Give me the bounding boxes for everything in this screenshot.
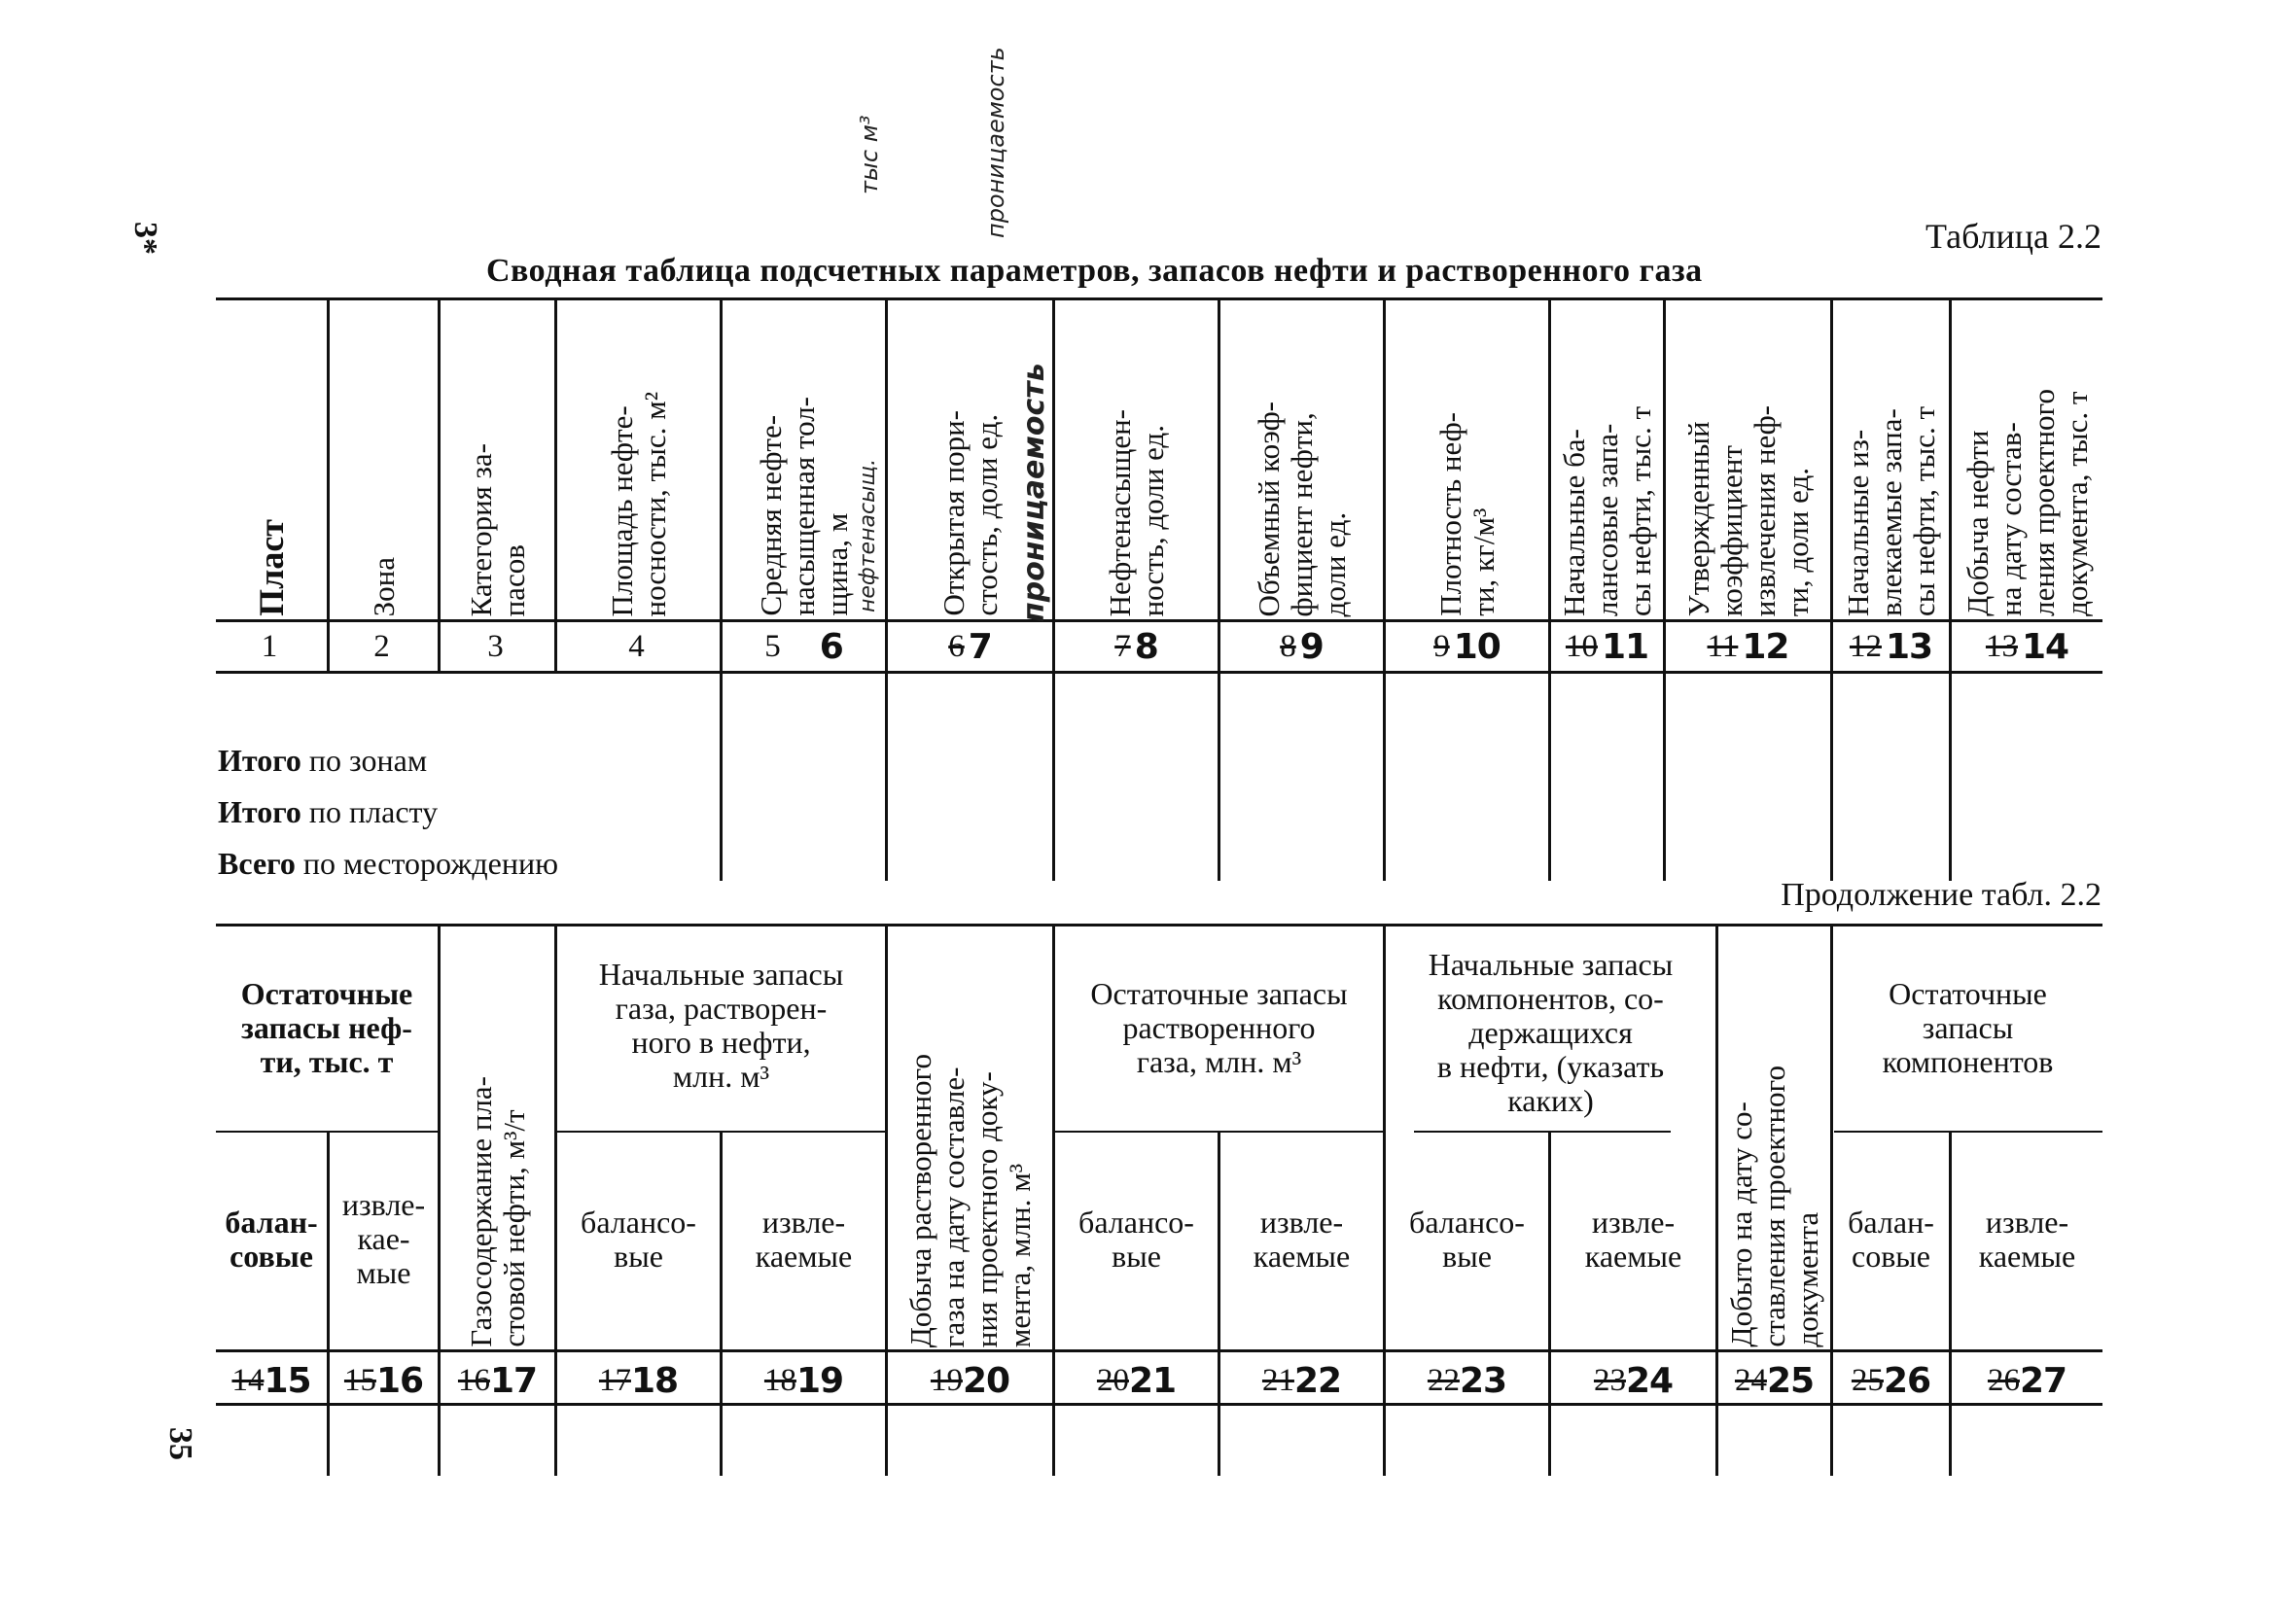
col-number: 10 11 xyxy=(1565,626,1649,667)
total-by-field: Всего по месторождению xyxy=(218,846,558,881)
handwritten-note-top1: тыс м³ xyxy=(856,115,883,194)
table2-group-divider xyxy=(1414,1131,1671,1133)
table2-col-divider xyxy=(720,1131,723,1476)
table2-group-divider xyxy=(1834,1131,2102,1133)
table2-top-border xyxy=(216,924,2102,926)
col-number-2: 26 27 xyxy=(1987,1360,2067,1401)
col-number-2: 21 22 xyxy=(1261,1360,1342,1401)
margin-page-number: 35 xyxy=(162,1427,198,1460)
total-by-zones: Итого по зонам xyxy=(218,743,428,778)
sub-balance-gas: балансо- вые xyxy=(581,1205,696,1274)
col-number-2: 19 20 xyxy=(930,1360,1010,1401)
col-number: 12 13 xyxy=(1849,626,1933,667)
handwritten-porosity-note: проницаемость xyxy=(1017,363,1051,622)
col-number-2: 25 26 xyxy=(1851,1360,1931,1401)
header-residual-components: Остаточные запасы компонентов xyxy=(1882,976,2054,1079)
header-components-produced: Добыто на дату со- ставления проектного документа xyxy=(1723,1066,1824,1347)
header-volume-factor: Объемный коэф- фициент нефти, доли ед. xyxy=(1251,401,1352,616)
sub-balance-residual-components: балан- совые xyxy=(1848,1205,1934,1274)
header-area: Площадь нефте- носности, тыс. м² xyxy=(604,391,672,616)
col-number-2: 14 15 xyxy=(231,1360,311,1401)
table1-numbers-bottom xyxy=(216,671,2102,674)
col-number-2: 15 16 xyxy=(343,1360,424,1401)
col-number-2: 24 25 xyxy=(1734,1360,1815,1401)
table-number: Таблица 2.2 xyxy=(1925,217,2102,256)
col-number: 8 9 xyxy=(1280,626,1324,667)
sub-balance-oil: балан- совые xyxy=(225,1205,318,1274)
col-number: 1 xyxy=(261,628,278,664)
col-number-2: 20 21 xyxy=(1096,1360,1177,1401)
sub-recoverable-oil: извле- кае- мые xyxy=(341,1187,426,1290)
table2-header-bottom xyxy=(216,1349,2102,1352)
handwritten-note-top2: проницаемость xyxy=(982,47,1009,238)
col-number: 6 7 xyxy=(948,626,992,667)
sub-recoverable-components: извле- каемые xyxy=(1584,1205,1682,1274)
header-production: Добыча нефти на дату состав- ления проектного документа, тыс. т xyxy=(1960,389,2094,616)
table2-col-divider xyxy=(1218,1131,1220,1476)
handwritten-thickness-note: нефтенасыщ. xyxy=(856,458,880,612)
header-gas-content: Газосодержание пла- стовой нефти, м³/т xyxy=(463,1076,531,1347)
header-saturation: Нефтенасыщен- ность, доли ед. xyxy=(1102,408,1170,616)
col-number: 4 xyxy=(628,628,645,664)
col-number: 9 10 xyxy=(1433,626,1501,667)
header-porosity: Открытая пори- стость, доли ед. xyxy=(936,410,1004,616)
header-residual-gas: Остаточные запасы растворенного газа, млн. м³ xyxy=(1090,976,1348,1079)
header-initial-balance: Начальные ба- лансовые запа- сы нефти, тыс. т xyxy=(1556,406,1657,616)
col-number-2: 17 18 xyxy=(598,1360,679,1401)
col-number-2: 22 23 xyxy=(1427,1360,1507,1401)
table2-col-divider xyxy=(1548,1131,1551,1476)
sub-balance-residual-gas: балансо- вые xyxy=(1078,1205,1194,1274)
header-density: Плотность неф- ти, кг/м³ xyxy=(1432,412,1501,616)
header-gas-production: Добыча растворенного газа на дату составле- ния проектного доку- мента, млн. м³ xyxy=(902,1053,1037,1347)
table2-col-divider xyxy=(327,1131,330,1476)
col-number: 11 12 xyxy=(1707,626,1789,667)
total-by-layer: Итого по пласту xyxy=(218,794,439,829)
header-initial-components: Начальные запасы компонентов, со- держащихся в нефти, (указать каких) xyxy=(1428,947,1674,1118)
header-thickness: Средняя нефте- насыщенная тол- щина, м xyxy=(753,397,854,616)
header-initial-recoverable: Начальные из- влекаемые запа- сы нефти, тыс. т xyxy=(1840,406,1941,616)
sub-recoverable-gas: извле- каемые xyxy=(755,1205,853,1274)
continuation-caption: Продолжение табл. 2.2 xyxy=(1781,877,2102,913)
margin-mark-top: 3* xyxy=(127,222,163,255)
col-number-2: 16 17 xyxy=(457,1360,538,1401)
page-title: Сводная таблица подсчетных параметров, запасов нефти и растворенного газа xyxy=(486,253,1703,289)
header-initial-gas: Начальные запасы газа, растворен- ного в нефти, млн. м³ xyxy=(598,957,844,1094)
col-number: 5 6 xyxy=(764,626,843,667)
col-number: 7 8 xyxy=(1114,626,1158,667)
header-plast: Пласт xyxy=(252,519,291,616)
col-number: 3 xyxy=(487,628,504,664)
header-zona: Зона xyxy=(366,556,401,616)
col-number: 2 xyxy=(373,628,390,664)
header-category: Категория за- пасов xyxy=(463,442,531,616)
header-recovery-factor: Утвержденный коэффициент извлечения неф- ти, доли ед. xyxy=(1680,404,1815,616)
table1-top-border xyxy=(216,297,2102,300)
sub-balance-components: балансо- вые xyxy=(1409,1205,1525,1274)
header-residual-oil: Остаточные запасы неф- ти, тыс. т xyxy=(240,976,413,1079)
col-number-2: 23 24 xyxy=(1593,1360,1674,1401)
sub-recoverable-residual-gas: извле- каемые xyxy=(1253,1205,1351,1274)
col-number-2: 18 19 xyxy=(763,1360,844,1401)
table2-col-divider xyxy=(1949,1131,1952,1476)
col-number: 13 14 xyxy=(1985,626,2069,667)
sub-recoverable-residual-components: извле- каемые xyxy=(1978,1205,2076,1274)
